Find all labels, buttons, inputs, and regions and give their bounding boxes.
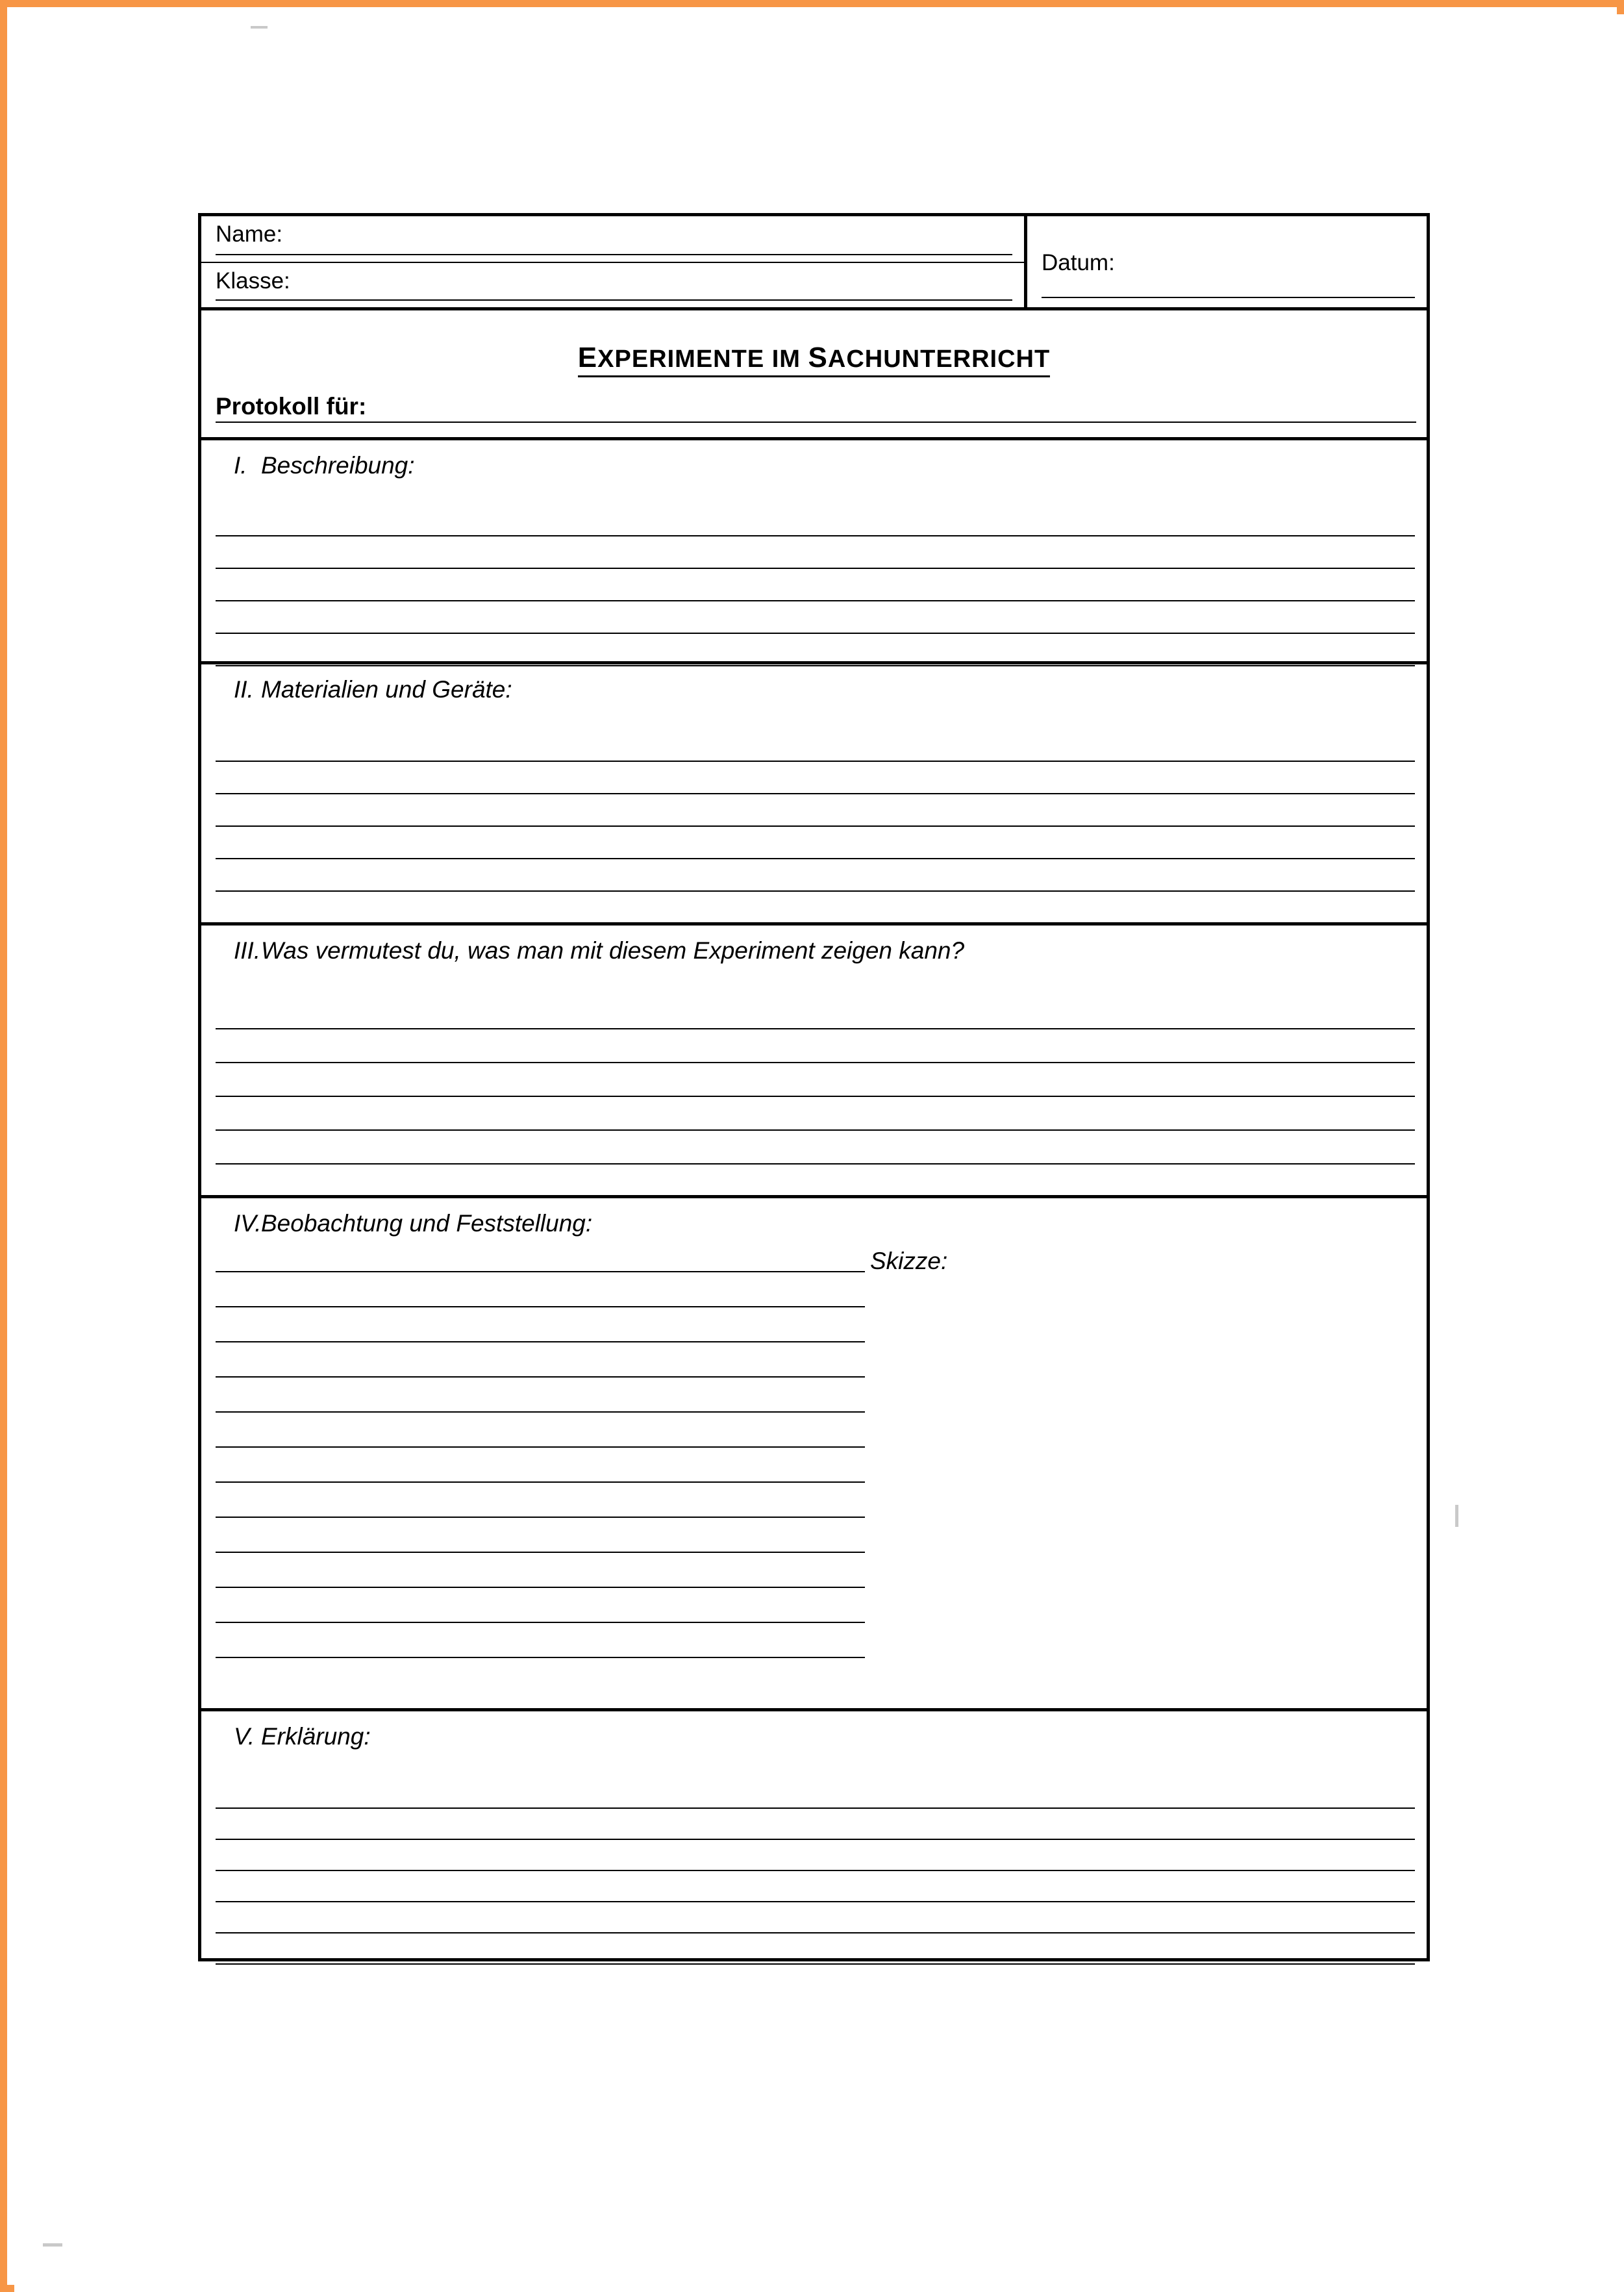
section-i-heading <box>201 440 1427 479</box>
writing-line[interactable] <box>216 996 1415 1029</box>
section-materialien <box>201 661 1427 922</box>
section-beschreibung <box>201 437 1427 661</box>
section-v-numeral: V. <box>234 1723 255 1750</box>
section-iv-title: Beobachtung und Feststellung: <box>261 1210 593 1237</box>
writing-line[interactable] <box>216 1307 865 1342</box>
writing-line[interactable] <box>216 892 1415 924</box>
writing-line[interactable] <box>216 1483 865 1518</box>
writing-line[interactable] <box>216 497 1415 536</box>
writing-line[interactable] <box>216 729 1415 762</box>
writing-line[interactable] <box>216 1240 865 1272</box>
name-underline <box>216 254 1012 255</box>
scan-artifact-top <box>251 26 268 29</box>
protokoll-underline <box>216 422 1416 423</box>
writing-line[interactable] <box>216 1448 865 1483</box>
writing-line[interactable] <box>216 794 1415 827</box>
section-ii-title: Materialien und Geräte: <box>261 676 512 703</box>
section-iv-heading <box>201 1198 1427 1237</box>
protokoll-label: Protokoll für: <box>216 393 374 420</box>
klasse-label: Klasse: <box>216 268 297 294</box>
name-label: Name: <box>216 221 289 247</box>
section-iii-title: Was vermutest du, was man mit diesem Experiment zeigen kann? <box>261 937 965 964</box>
writing-line[interactable] <box>216 1097 1415 1131</box>
datum-underline <box>1042 297 1415 298</box>
header-left-column <box>201 216 1027 307</box>
section-iv-numeral: IV. <box>234 1210 262 1237</box>
header-right-column <box>1027 216 1427 307</box>
writing-line[interactable] <box>216 536 1415 569</box>
writing-line[interactable] <box>216 1623 865 1658</box>
writing-line[interactable] <box>216 1553 865 1588</box>
writing-line[interactable] <box>216 569 1415 601</box>
protokoll-field-row[interactable] <box>216 393 1416 427</box>
section-ii-heading <box>201 664 1427 703</box>
title-sachunterricht: ACHUNTERRICHT <box>827 346 1051 373</box>
page-title <box>201 342 1427 377</box>
writing-line[interactable] <box>216 1840 1415 1871</box>
section-iii-writing-area[interactable] <box>201 996 1427 1198</box>
writing-line[interactable] <box>216 1778 1415 1809</box>
writing-line[interactable] <box>216 1063 1415 1097</box>
section-iii-numeral: III. <box>234 937 261 964</box>
skizze-label: Skizze: <box>870 1248 948 1274</box>
writing-line[interactable] <box>216 1272 865 1307</box>
title-experimente: XPERIMENTE <box>597 346 765 373</box>
scanned-worksheet-sheet <box>14 14 1624 2292</box>
section-i-title: Beschreibung: <box>261 452 415 479</box>
klasse-field-row[interactable] <box>201 262 1024 307</box>
worksheet-form <box>198 213 1430 1961</box>
title-e-cap: E <box>577 342 598 373</box>
section-vermutung <box>201 922 1427 1195</box>
form-header-row <box>201 216 1427 307</box>
writing-line[interactable] <box>216 762 1415 794</box>
writing-line[interactable] <box>216 1131 1415 1165</box>
writing-line[interactable] <box>216 1809 1415 1840</box>
writing-line[interactable] <box>216 859 1415 892</box>
writing-line[interactable] <box>216 1588 865 1623</box>
section-v-heading <box>201 1711 1427 1750</box>
writing-line[interactable] <box>216 1029 1415 1063</box>
section-iv-writing-area[interactable] <box>216 1240 865 1658</box>
section-v-writing-area[interactable] <box>201 1778 1427 1965</box>
writing-line[interactable] <box>216 827 1415 859</box>
section-v-title: Erklärung: <box>261 1723 371 1750</box>
section-i-writing-area[interactable] <box>201 497 1427 666</box>
section-iii-heading <box>201 926 1427 964</box>
section-ii-writing-area[interactable] <box>201 729 1427 924</box>
writing-line[interactable] <box>216 1933 1415 1965</box>
datum-label: Datum: <box>1042 250 1121 276</box>
klasse-underline <box>216 299 1012 301</box>
writing-line[interactable] <box>216 1518 865 1553</box>
section-erklaerung <box>201 1708 1427 1958</box>
skizze-drawing-area[interactable] <box>870 1283 1415 1699</box>
section-beobachtung <box>201 1195 1427 1708</box>
title-block <box>201 307 1427 437</box>
writing-line[interactable] <box>216 1413 865 1448</box>
name-field-row[interactable] <box>201 216 1024 262</box>
writing-line[interactable] <box>216 1342 865 1378</box>
section-i-numeral: I. <box>234 452 247 479</box>
writing-line[interactable] <box>216 1378 865 1413</box>
section-ii-numeral: II. <box>234 676 254 703</box>
writing-line[interactable] <box>216 1871 1415 1902</box>
title-s-cap: S <box>808 342 828 373</box>
scan-artifact-right <box>1455 1505 1458 1527</box>
scan-artifact-bottom-left <box>43 2243 62 2247</box>
writing-line[interactable] <box>216 1165 1415 1198</box>
writing-line[interactable] <box>216 1902 1415 1933</box>
writing-line[interactable] <box>216 601 1415 634</box>
datum-field-row[interactable] <box>1027 216 1427 307</box>
title-im: IM <box>771 346 801 373</box>
